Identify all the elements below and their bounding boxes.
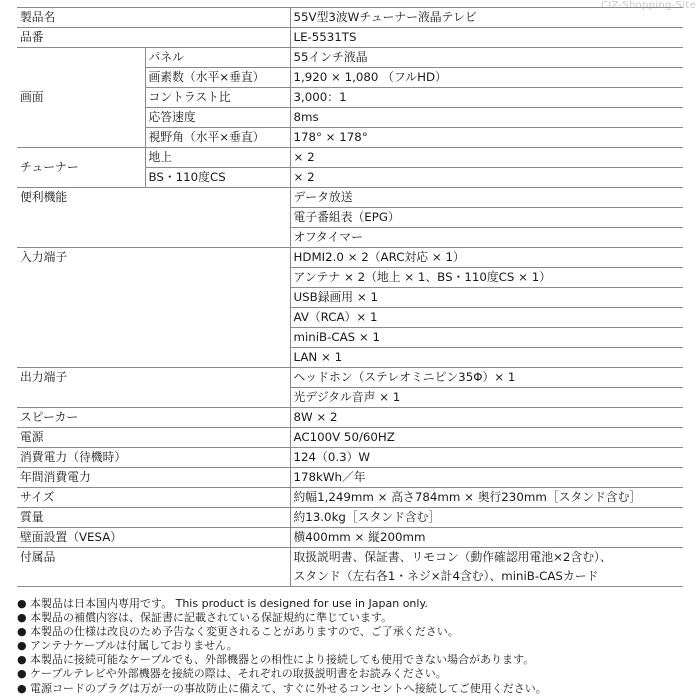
spec-label: 便利機能 [17,188,290,248]
bullet-icon: ● [17,681,27,695]
spec-value: オフタイマー [290,228,683,248]
spec-value: 取扱説明書、保証書、リモコン（動作確認用電池×2含む）、 [290,548,683,568]
bullet-icon: ● [17,667,27,681]
spec-label: 電源 [17,428,290,448]
table-row [17,528,683,548]
list-item [17,639,697,653]
spec-sublabel: 視野角（水平×垂直） [145,128,290,148]
spec-table [17,7,683,587]
spec-value: HDMI2.0 × 2（ARC対応 × 1） [290,248,683,268]
spec-label: 出力端子 [17,368,290,408]
spec-sublabel: 応答速度 [145,108,290,128]
spec-label: チューナー [17,148,145,188]
spec-label: 消費電力（待機時） [17,448,290,468]
table-row [17,28,683,48]
spec-value: 124（0.3）W [290,448,683,468]
note-text: 本製品は日本国内専用です。 This product is designed for use in Japan only. [30,597,428,610]
spec-label: 質量 [17,508,290,528]
spec-value: 178kWh／年 [290,468,683,488]
spec-value: 約幅1,249mm × 高さ784mm × 奥行230mm［スタンド含む］ [290,488,683,508]
spec-label: 製品名 [17,8,290,28]
list-item [17,667,697,681]
spec-value: スタンド（左右各1・ネジ×計4含む）、miniB-CASカード [290,567,683,587]
table-row [17,48,683,68]
table-row [17,428,683,448]
note-text: 本製品の補償内容は、保証書に記載されている保証規約に準じています。 [30,611,393,625]
spec-sublabel: BS・110度CS [145,168,290,188]
spec-label: 年間消費電力 [17,468,290,488]
table-row [17,548,683,568]
table-row [17,368,683,388]
spec-label: 品番 [17,28,290,48]
note-text: 本製品の仕様は改良のため予告なく変更されることがありますので、ご了承ください。 [30,625,459,639]
spec-value: 55V型3波Wチューナー液晶テレビ [290,8,683,28]
bullet-icon: ● [17,611,27,625]
spec-value: LAN × 1 [290,348,683,368]
table-row [17,248,683,268]
spec-sublabel: コントラスト比 [145,88,290,108]
note-text: ケーブルテレビや外部機器を接続の際は、それぞれの取扱説明書をお読みください。 [30,667,447,681]
spec-value: 電子番組表（EPG） [290,208,683,228]
bullet-icon: ● [17,639,27,653]
spec-label: スピーカー [17,408,290,428]
spec-label: 入力端子 [17,248,290,368]
list-item [17,597,697,611]
spec-sublabel: 地上 [145,148,290,168]
spec-sublabel: 画素数（水平×垂直） [145,68,290,88]
spec-value: × 2 [290,168,683,188]
spec-value: ヘッドホン（ステレオミニピン35Φ）× 1 [290,368,683,388]
table-row [17,148,683,168]
spec-value: アンテナ × 2（地上 × 1、BS・110度CS × 1） [290,268,683,288]
table-row [17,188,683,208]
spec-sublabel: パネル [145,48,290,68]
spec-value: AC100V 50/60HZ [290,428,683,448]
watermark: CIZ-Shopping-Site [600,0,696,11]
table-row [17,408,683,428]
note-text: 本製品に接続可能なケーブルでも、外部機器との相性により接続しても使用できない場合があります。 [30,653,535,667]
spec-value: 1,920 × 1,080 （フルHD） [290,68,683,88]
spec-value: 3,000：1 [290,88,683,108]
table-row [17,488,683,508]
spec-value: データ放送 [290,188,683,208]
spec-label: サイズ [17,488,290,508]
bullet-icon: ● [17,625,27,639]
spec-value: × 2 [290,148,683,168]
spec-value: 55インチ液晶 [290,48,683,68]
note-text: 電源コードのプラグは万が一の事故防止に備えて、すぐに外せるコンセントへ接続してご使用ください。 [30,681,547,695]
spec-value: USB録画用 × 1 [290,288,683,308]
table-row [17,448,683,468]
table-row [17,8,683,28]
spec-value: 光デジタル音声 × 1 [290,388,683,408]
spec-value: 横400mm × 縦200mm [290,528,683,548]
spec-label: 付属品 [17,548,290,587]
spec-label: 画面 [17,48,145,148]
spec-value: LE-5531TS [290,28,683,48]
note-text: アンテナケーブルは付属しておりません。 [30,639,238,653]
spec-label: 壁面設置（VESA） [17,528,290,548]
spec-value: miniB-CAS × 1 [290,328,683,348]
bullet-icon: ● [17,597,27,610]
notes-list [17,597,697,696]
spec-value: 8ms [290,108,683,128]
spec-value: 8W × 2 [290,408,683,428]
table-row [17,468,683,488]
spec-value: AV（RCA）× 1 [290,308,683,328]
list-item [17,682,697,696]
table-row [17,508,683,528]
list-item [17,653,697,667]
spec-value: 約13.0kg［スタンド含む］ [290,508,683,528]
list-item [17,611,697,625]
spec-value: 178° × 178° [290,128,683,148]
bullet-icon: ● [17,653,27,667]
list-item [17,625,697,639]
